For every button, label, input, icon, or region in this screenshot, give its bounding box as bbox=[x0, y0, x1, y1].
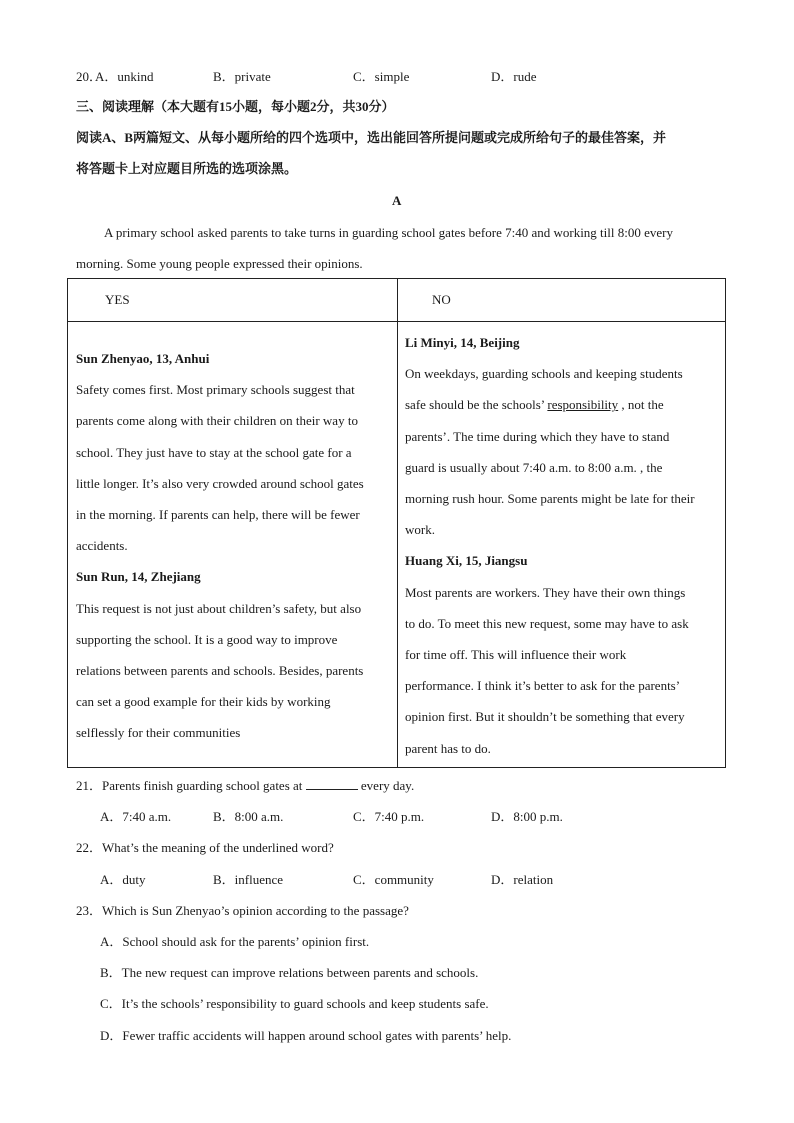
sun-zhenyao-line: little longer. It’s also very crowded around school gates bbox=[76, 475, 364, 491]
sun-zhenyao-line: parents come along with their children on their way to bbox=[76, 413, 358, 429]
sun-zhenyao-line: in the morning. If parents can help, there will be fewer bbox=[76, 507, 360, 523]
yes-cell bbox=[76, 343, 364, 749]
li-minyi-line: parents’. The time during which they have to stand bbox=[405, 428, 670, 444]
sun-zhenyao-line: school. They just have to stay at the school gate for a bbox=[76, 444, 352, 460]
q23-option-b[interactable]: B．The new request can improve relations between parents and schools. bbox=[100, 965, 479, 980]
sun-run-line: This request is not just about children’s safety, but also bbox=[76, 600, 362, 616]
q23-option-a[interactable]: A．School should ask for the parents’ opinion first. bbox=[100, 934, 370, 949]
passage-intro-line-1: A primary school asked parents to take turns in guarding school gates before 7:40 and working till 8:00 every bbox=[104, 225, 673, 240]
passage-label: A bbox=[392, 193, 402, 208]
q22-option-d[interactable]: D．relation bbox=[491, 872, 554, 887]
q20-option-c[interactable]: C．simple bbox=[353, 69, 410, 84]
q20-option-b[interactable]: B．private bbox=[213, 69, 271, 84]
q20-number: 20． bbox=[76, 69, 103, 84]
q23-stem bbox=[76, 903, 409, 919]
sun-zhenyao-line: accidents. bbox=[76, 538, 128, 554]
sun-run-line: relations between parents and schools. Besides, parents bbox=[76, 663, 364, 679]
li-minyi-name: Li Minyi, 14, Beijing bbox=[405, 335, 520, 350]
q20-option-d[interactable]: D．rude bbox=[491, 69, 537, 84]
q22-option-c[interactable]: C．community bbox=[353, 872, 434, 887]
huang-xi-line: for time off. This will influence their work bbox=[405, 647, 627, 663]
q22-option-a[interactable]: A．duty bbox=[100, 872, 146, 887]
sun-run-line: can set a good example for their kids by working bbox=[76, 694, 331, 710]
sun-zhenyao-name: Sun Zhenyao, 13, Anhui bbox=[76, 351, 210, 366]
no-header: NO bbox=[432, 292, 451, 307]
q21-option-b[interactable]: B．8:00 a.m. bbox=[213, 809, 284, 824]
q21-stem bbox=[76, 778, 414, 794]
q22-option-b[interactable]: B．influence bbox=[213, 872, 284, 887]
q20-option-a[interactable]: A．unkind bbox=[95, 69, 154, 84]
q22-number: 22． bbox=[76, 840, 103, 855]
huang-xi-line: opinion first. But it shouldn’t be something that every bbox=[405, 709, 685, 725]
q22-stem-text: What’s the meaning of the underlined word? bbox=[102, 840, 334, 855]
huang-xi-line: to do. To meet this new request, some may have to ask bbox=[405, 615, 689, 631]
q21-option-c[interactable]: C．7:40 p.m. bbox=[353, 809, 425, 824]
li-minyi-line: morning rush hour. Some parents might be late for their bbox=[405, 491, 695, 507]
li-minyi-text: safe should be the schools’ bbox=[405, 397, 548, 413]
q23-option-c[interactable]: C．It’s the schools’ responsibility to guard schools and keep students safe. bbox=[100, 996, 489, 1011]
q21-option-d[interactable]: D．8:00 p.m. bbox=[491, 809, 563, 824]
section-title: 三、阅读理解（本大题有15小题，每小题2分，共30分） bbox=[76, 99, 395, 114]
q21-option-a[interactable]: A．7:40 a.m. bbox=[100, 809, 172, 824]
q21-number: 21． bbox=[76, 778, 103, 793]
huang-xi-line: parent has to do. bbox=[405, 740, 491, 756]
q21-stem-before: Parents finish guarding school gates at bbox=[102, 778, 306, 793]
li-minyi-line: work. bbox=[405, 522, 435, 538]
passage-intro-line-2: morning. Some young people expressed their opinions. bbox=[76, 256, 363, 271]
li-minyi-text: , not the bbox=[618, 397, 664, 413]
section-instruction-1: 阅读A、B两篇短文、从每小题所给的四个选项中，选出能回答所提问题或完成所给句子的最佳答案，并 bbox=[76, 130, 667, 145]
q23-number: 23． bbox=[76, 903, 103, 918]
q22-stem bbox=[76, 840, 334, 856]
li-minyi-line-underline bbox=[405, 389, 695, 420]
yes-header: YES bbox=[105, 292, 130, 307]
sun-run-line: supporting the school. It is a good way to improve bbox=[76, 631, 338, 647]
li-minyi-line: guard is usually about 7:40 a.m. to 8:00 a.m. , the bbox=[405, 459, 663, 475]
q21-stem-after: every day. bbox=[357, 778, 415, 793]
sun-zhenyao-line: Safety comes first. Most primary schools suggest that bbox=[76, 382, 355, 398]
q23-option-d[interactable]: D．Fewer traffic accidents will happen around school gates with parents’ help. bbox=[100, 1028, 512, 1043]
sun-run-line: selflessly for their communities bbox=[76, 725, 241, 741]
q23-stem-text: Which is Sun Zhenyao’s opinion according to the passage? bbox=[102, 903, 409, 918]
li-minyi-line: On weekdays, guarding schools and keeping students bbox=[405, 366, 683, 382]
huang-xi-name: Huang Xi, 15, Jiangsu bbox=[405, 553, 528, 569]
underlined-word: responsibility bbox=[547, 397, 619, 413]
sun-run-name: Sun Run, 14, Zhejiang bbox=[76, 569, 201, 585]
no-cell bbox=[405, 327, 695, 764]
table-column-divider bbox=[397, 279, 398, 767]
huang-xi-line: performance. I think it’s better to ask for the parents’ bbox=[405, 678, 681, 694]
huang-xi-line: Most parents are workers. They have their own things bbox=[405, 584, 686, 600]
table-header-divider bbox=[68, 321, 725, 322]
opinions-table bbox=[67, 278, 726, 768]
section-instruction-2: 将答题卡上对应题目所选的选项涂黑。 bbox=[76, 161, 298, 176]
q21-answer-blank[interactable] bbox=[306, 778, 358, 790]
